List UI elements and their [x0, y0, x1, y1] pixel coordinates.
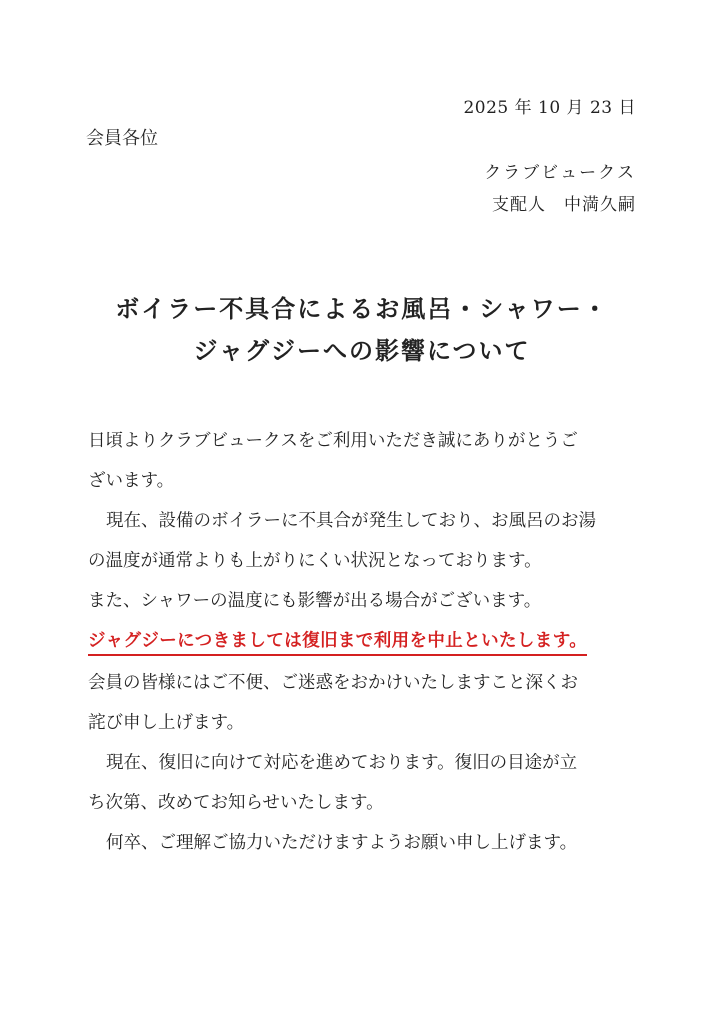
sender-organization: クラブビュークス	[484, 163, 636, 183]
body-line: 日頃よりクラブビュークスをご利用いただき誠にありがとうご	[88, 431, 578, 451]
title-line-1: ボイラー不具合によるお風呂・シャワー・	[115, 294, 609, 323]
body-line: 現在、設備のボイラーに不具合が発生しており、お風呂のお湯	[106, 511, 596, 531]
title-line-2: ジャグジーへの影響について	[193, 336, 531, 365]
body-line: また、シャワーの温度にも影響が出る場合がございます。	[88, 591, 542, 611]
highlight-line	[88, 621, 648, 663]
body-line: ざいます。	[88, 471, 175, 491]
notice-body	[88, 421, 648, 863]
body-line: 詫び申し上げます。	[88, 713, 245, 733]
body-line: ち次第、改めてお知らせいたします。	[88, 793, 384, 813]
body-line: 会員の皆様にはご不便、ご迷惑をおかけいたしますこと深くお	[88, 673, 578, 693]
body-line: 現在、復旧に向けて対応を進めております。復旧の目途が立	[106, 753, 578, 773]
recipient-line: 会員各位	[86, 128, 158, 149]
document-date: 2025 年 10 月 23 日	[463, 98, 636, 118]
body-line: 何卒、ご理解ご協力いただけますようお願い申し上げます。	[106, 833, 578, 853]
sender-person: 支配人 中満久嗣	[492, 195, 636, 215]
jacuzzi-suspension-notice: ジャグジーにつきましては復旧まで利用を中止といたします。	[88, 628, 587, 656]
body-line: の温度が通常よりも上がりにくい状況となっております。	[88, 551, 542, 571]
document-title	[60, 288, 664, 372]
